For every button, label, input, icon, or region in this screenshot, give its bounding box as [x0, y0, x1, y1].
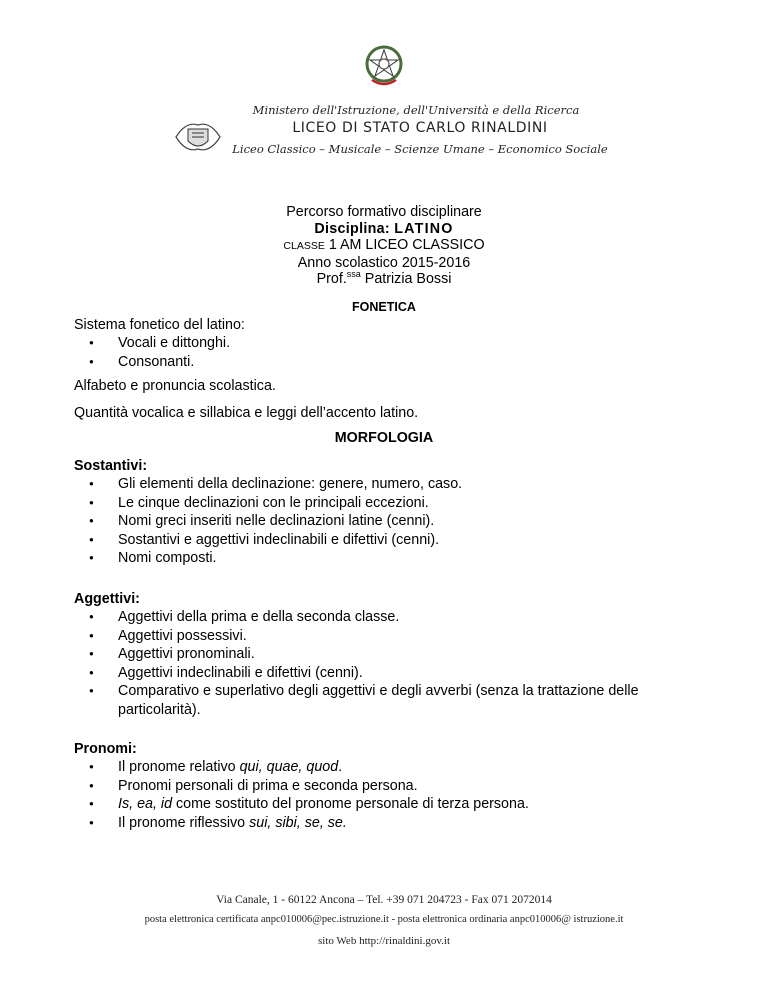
class-value: 1 AM LICEO CLASSICO	[324, 237, 485, 254]
subsection-title-aggettivi: Aggettivi:	[74, 591, 140, 607]
pronomi-list	[74, 758, 714, 832]
course-info	[0, 204, 768, 288]
list-item	[74, 758, 714, 777]
school-name: LICEO DI STATO CARLO RINALDINI	[292, 120, 548, 136]
list-item: ● Pronomi personali di prima e seconda persona.	[74, 777, 714, 796]
footer-emails: posta elettronica certificata anpc010006@pec.istruzione.it - posta elettronica ordinaria anpc010006@ istruzione.it	[144, 914, 624, 925]
list-item: ● Vocali e dittonghi.	[74, 334, 714, 353]
teacher-line	[0, 271, 768, 288]
fonetica-list	[74, 334, 714, 371]
footer-address: Via Canale, 1 - 60122 Ancona – Tel. +39 071 204723 - Fax 071 2072014	[216, 894, 552, 906]
discipline-label: Disciplina:	[314, 220, 395, 237]
list-item	[74, 814, 714, 833]
list-item: ● Sostantivi e aggettivi indeclinabili e difettivi (cenni).	[74, 531, 714, 550]
teacher-prefix: Prof.	[316, 271, 347, 288]
teacher-name: Patrizia Bossi	[360, 271, 452, 288]
discipline-line	[0, 221, 768, 238]
list-item: ● Nomi greci inseriti nelle declinazioni latine (cenni).	[74, 512, 714, 531]
list-item-continuation: particolarità).	[118, 701, 201, 718]
teacher-title-sup: ssa	[346, 269, 361, 280]
item-text: come sostituto del pronome personale di terza persona.	[172, 796, 529, 813]
list-item: ● Nomi composti.	[74, 549, 714, 568]
list-item: ● Le cinque declinazioni con le principali eccezioni.	[74, 494, 714, 513]
school-tracks: Liceo Classico – Musicale – Scienze Umane – Economico Sociale	[232, 142, 608, 156]
list-item: ● Aggettivi indeclinabili e difettivi (cenni).	[74, 664, 714, 683]
fonetica-paragraph: Alfabeto e pronuncia scolastica.	[74, 378, 276, 394]
list-item: ● Aggettivi pronominali.	[74, 645, 714, 664]
class-prefix: CLASSE	[283, 240, 325, 253]
italian-republic-emblem-icon	[364, 44, 404, 88]
item-text: Il pronome relativo	[118, 759, 240, 775]
course-title: Percorso formativo disciplinare	[286, 204, 482, 220]
list-item: ● Aggettivi possessivi.	[74, 627, 714, 646]
list-item: ● Comparativo e superlativo degli aggettivi e degli avverbi (senza la trattazione delle	[74, 682, 714, 701]
school-year: Anno scolastico 2015-2016	[297, 254, 471, 271]
list-item: ● Aggettivi della prima e della seconda classe.	[74, 608, 714, 627]
item-text: Il pronome riflessivo	[118, 814, 250, 831]
list-item	[74, 795, 714, 814]
fonetica-paragraph: Quantità vocalica e sillabica e leggi dell’accento latino.	[74, 405, 419, 421]
item-text: .	[338, 759, 343, 775]
section-heading-fonetica: FONETICA	[352, 300, 416, 314]
fonetica-intro: Sistema fonetico del latino:	[74, 317, 245, 333]
list-item: ● Gli elementi della declinazione: genere, numero, caso.	[74, 475, 714, 494]
section-heading-morfologia: MORFOLOGIA	[334, 430, 434, 446]
list-item: ● Consonanti.	[74, 353, 714, 372]
footer-website: sito Web http://rinaldini.gov.it	[317, 935, 451, 947]
item-text-italic: sui, sibi, se, se.	[249, 814, 347, 831]
sostantivi-list	[74, 475, 714, 568]
ministry-name: Ministero dell'Istruzione, dell'Università e della Ricerca	[252, 103, 580, 117]
item-text-italic: qui, quae, quod	[239, 759, 339, 775]
subsection-title-sostantivi: Sostantivi:	[74, 458, 148, 474]
discipline-value: LATINO	[394, 220, 454, 237]
item-text-italic: Is, ea, id	[118, 796, 173, 813]
aggettivi-list	[74, 608, 714, 720]
subsection-title-pronomi: Pronomi:	[74, 741, 137, 757]
class-line	[0, 237, 768, 255]
